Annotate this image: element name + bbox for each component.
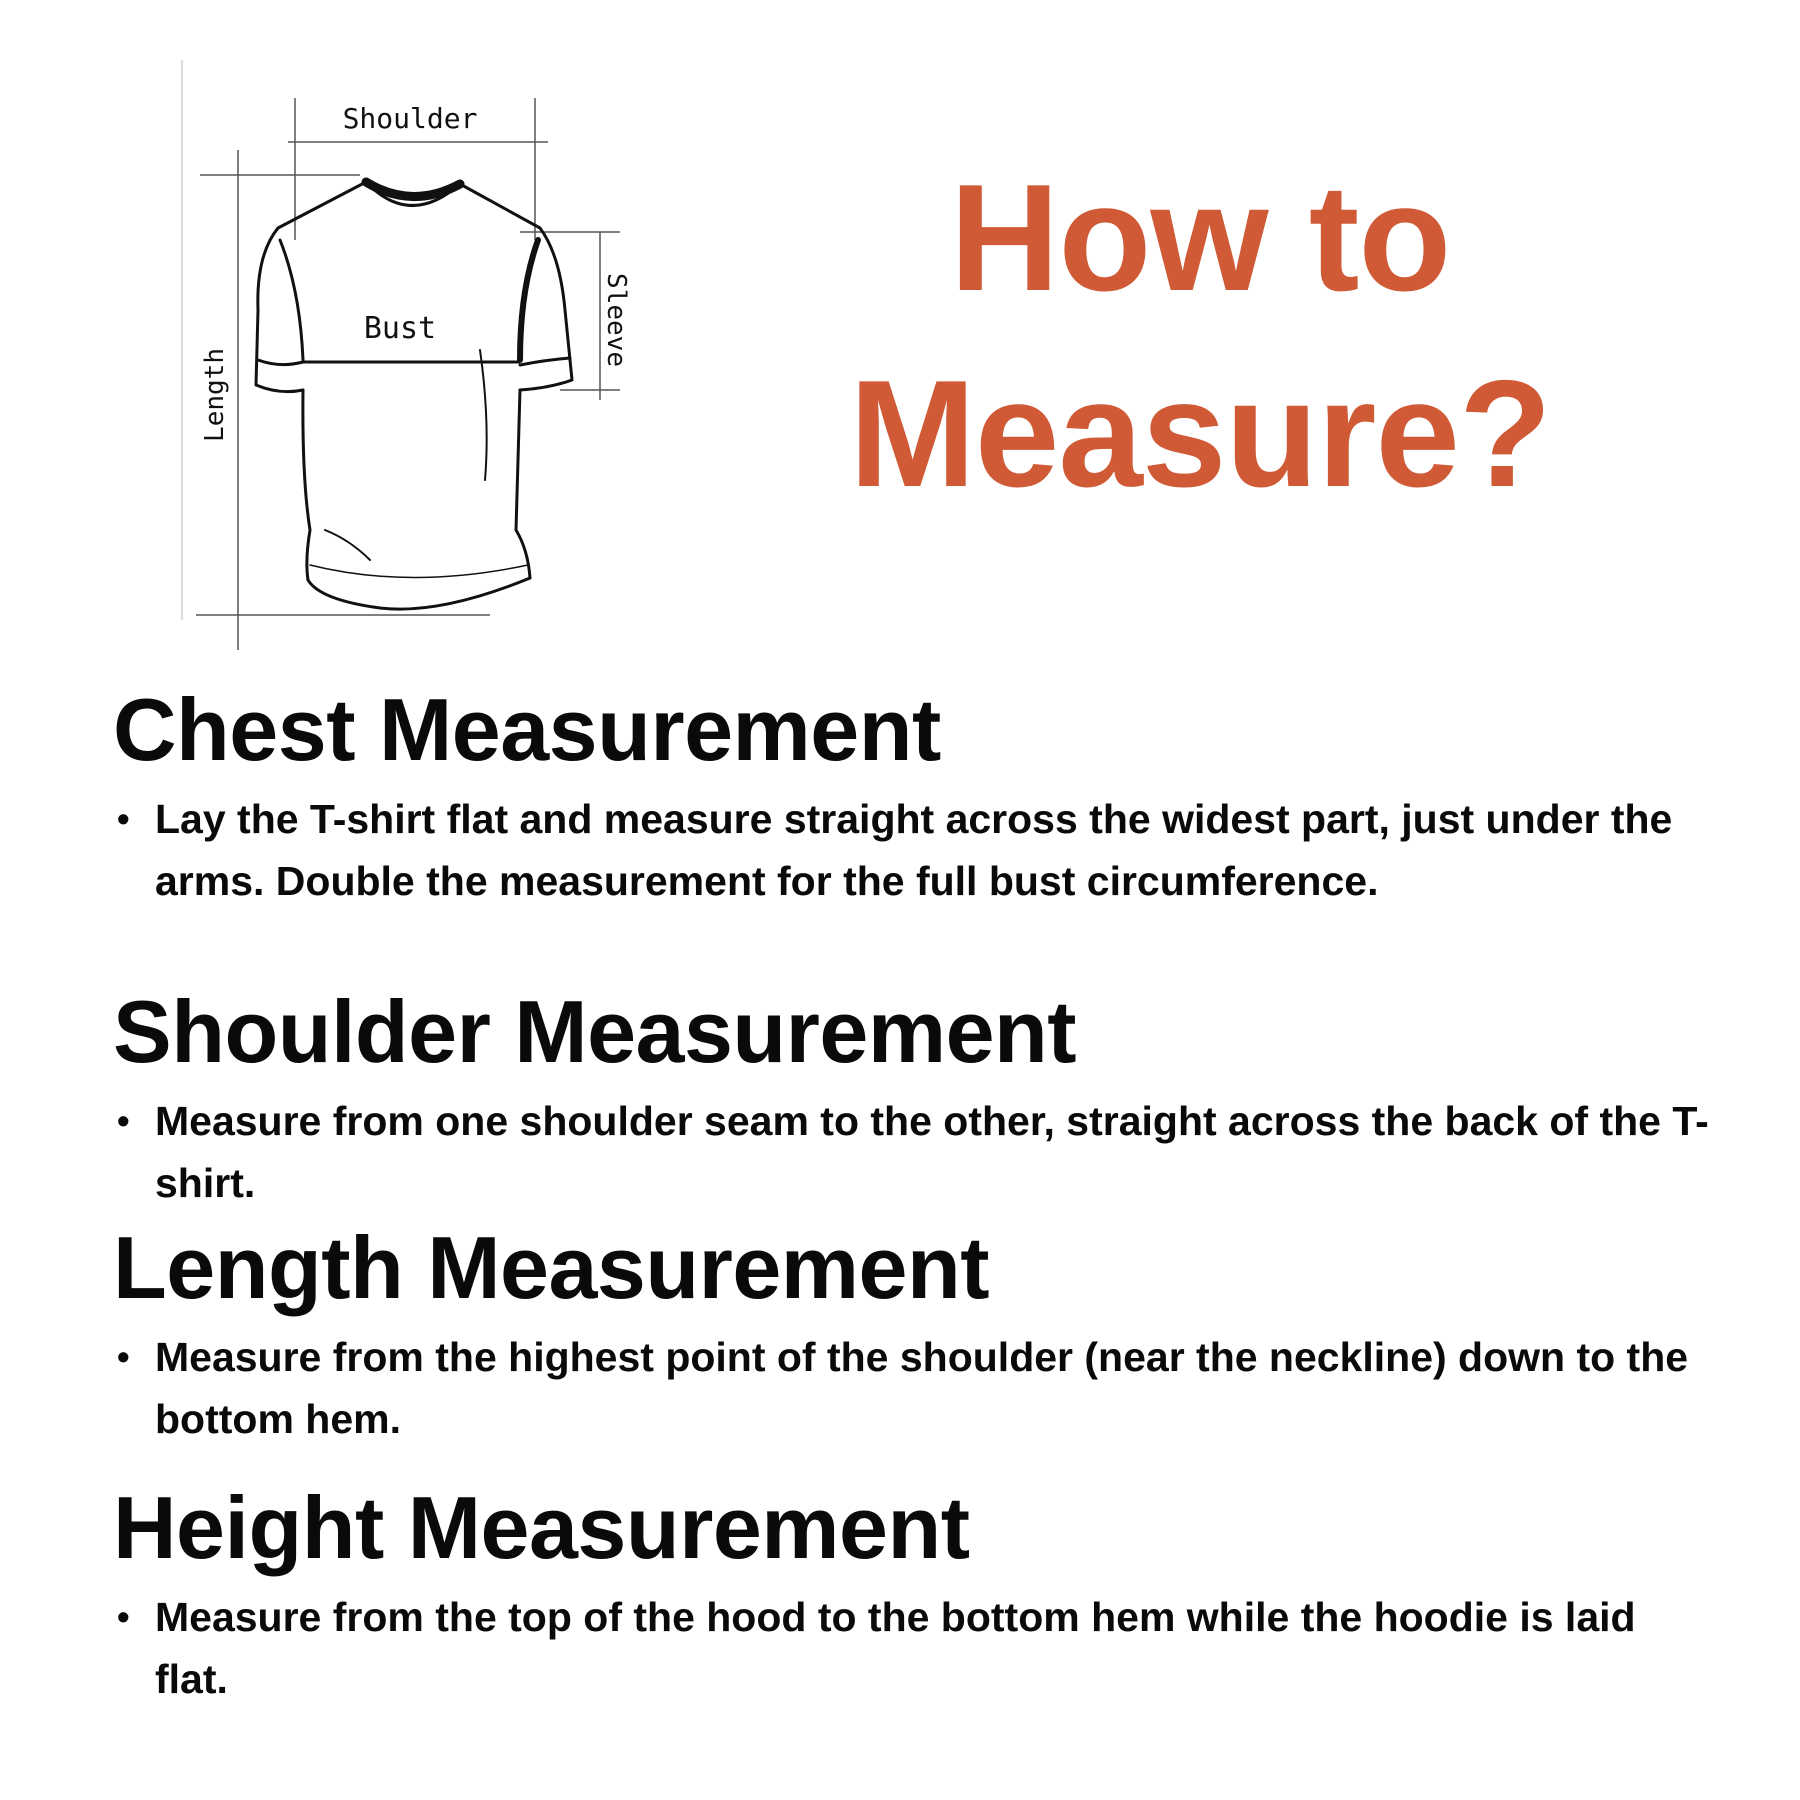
bullet-list — [113, 1586, 1713, 1710]
section-heading: Length Measurement — [113, 1218, 990, 1317]
sleeve-label: Sleeve — [601, 273, 631, 367]
bullet-list — [113, 1326, 1713, 1450]
section-heading: Height Measurement — [113, 1478, 970, 1577]
bullet-item: • Measure from one shoulder seam to the other, straight across the back of the T-shirt. — [113, 1090, 1715, 1214]
height-measurement-section — [113, 1478, 1713, 1710]
chest-measurement-section — [113, 680, 1713, 912]
bullet-item: • Measure from the highest point of the shoulder (near the neckline) down to the bottom hem. — [113, 1326, 1715, 1450]
tshirt-measurement-diagram — [160, 60, 640, 660]
section-heading: Shoulder Measurement — [113, 982, 1077, 1081]
length-measurement-section — [113, 1218, 1713, 1450]
bullet-list — [113, 1090, 1713, 1214]
bullet-list — [113, 788, 1713, 912]
shoulder-measurement-section — [113, 982, 1713, 1214]
shoulder-label: Shoulder — [342, 102, 478, 135]
section-heading: Chest Measurement — [113, 680, 941, 779]
page-title — [790, 140, 1610, 532]
page-title-line-2: Measure? — [849, 349, 1551, 519]
bust-label: Bust — [363, 311, 437, 346]
length-guide — [196, 150, 490, 650]
length-label: Length — [200, 348, 230, 442]
bullet-item: • Measure from the top of the hood to the bottom hem while the hoodie is laid flat. — [113, 1586, 1715, 1710]
tshirt-icon — [256, 182, 572, 609]
page-title-line-1: How to — [949, 153, 1451, 323]
bullet-item: • Lay the T-shirt flat and measure straight across the widest part, just under the arms. Double the measurement for the full bust circumference. — [113, 788, 1715, 912]
